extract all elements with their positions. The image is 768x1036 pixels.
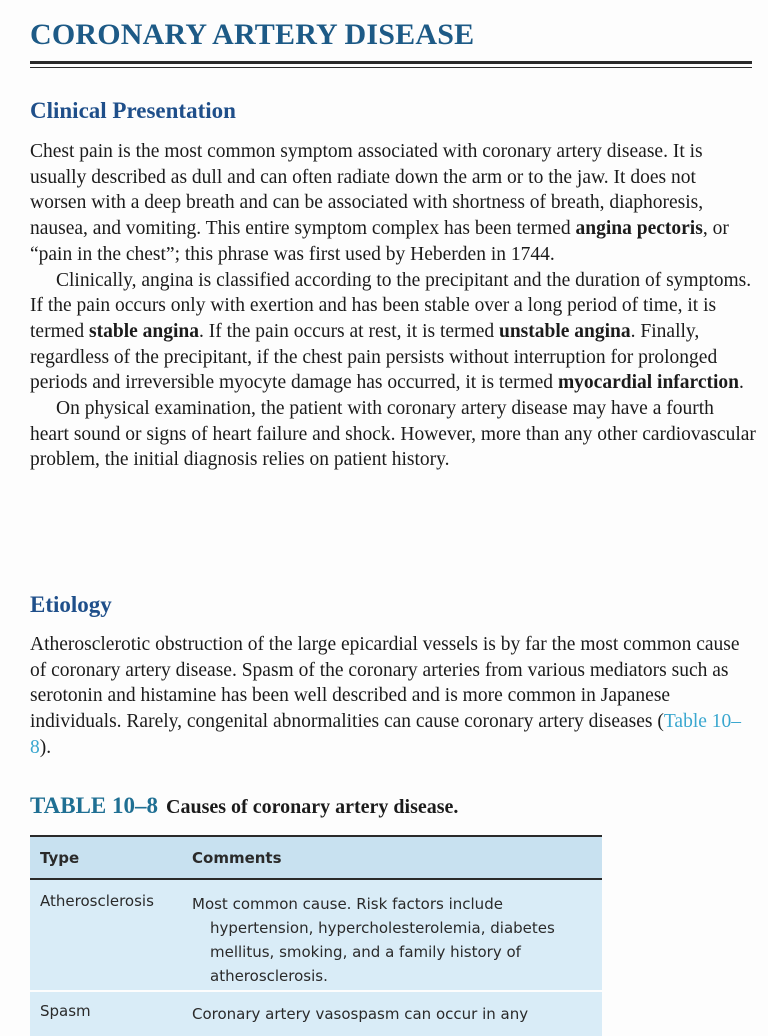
cell-comments: Coronary artery vasospasm can occur in any bbox=[192, 1005, 529, 1023]
term-myocardial-infarction: myocardial infarction bbox=[557, 372, 740, 394]
paragraph bbox=[30, 632, 756, 761]
term-stable-angina: stable angina bbox=[89, 320, 199, 342]
table-reference-link[interactable]: Table 10–8 bbox=[30, 711, 742, 758]
table-row bbox=[30, 992, 602, 1036]
section-heading-clinical-presentation: Clinical Presentation bbox=[30, 98, 236, 123]
text-run: Clinically, angina is classified according to the precipitant and the duration of symptoms. If the pain occurs only with exertion and has been stable over a long period of time, it is termed bbox=[30, 269, 752, 342]
paragraph: On physical examination, the patient with coronary artery disease may have a fourth heart sound or signs of heart failure and shock. However, more than any other cardiovascular problem, the initial diagnosis relies on patient history. bbox=[30, 398, 756, 471]
paragraph bbox=[30, 139, 756, 268]
text-run: Atherosclerotic obstruction of the large epicardial vessels is by far the most common cause of coronary artery disease. Spasm of the coronary arteries from various mediators such as serotonin and histamine has been well described and is more common in Japanese individuals. Rarely, congenital abnormalities can cause coronary artery diseases ( bbox=[30, 634, 740, 733]
title-rule-thin bbox=[30, 67, 752, 68]
table-number: TABLE 10–8 bbox=[30, 793, 159, 818]
table-header-row bbox=[30, 837, 602, 878]
causes-table bbox=[30, 835, 602, 1036]
term-unstable-angina: unstable angina bbox=[498, 320, 631, 342]
etiology-body bbox=[30, 632, 756, 761]
text-run: , or “pain in the chest”; this phrase was first used by Heberden in 1744. bbox=[30, 218, 729, 265]
text-run: ). bbox=[39, 736, 52, 758]
chapter-title: CORONARY ARTERY DISEASE bbox=[30, 18, 475, 51]
term-angina-pectoris: angina pectoris bbox=[575, 218, 703, 240]
table-caption bbox=[30, 793, 458, 819]
table-row bbox=[30, 880, 602, 990]
column-header-comments: Comments bbox=[192, 849, 282, 867]
text-run: . bbox=[739, 372, 744, 394]
table-caption-text: Causes of coronary artery disease. bbox=[166, 796, 459, 818]
cell-type: Atherosclerosis bbox=[40, 892, 154, 910]
clinical-presentation-body bbox=[30, 139, 756, 473]
text-run: . Finally, regardless of the precipitant, if the chest pain persists without interruption for prolonged periods and irreversible myocyte damage has occurred, it is termed bbox=[30, 320, 718, 394]
title-rule bbox=[30, 61, 752, 64]
column-header-type: Type bbox=[40, 849, 80, 867]
cell-type: Spasm bbox=[40, 1002, 91, 1020]
text-run: Chest pain is the most common symptom associated with coronary artery disease. It is usually described as dull and can often radiate down the arm or to the jaw. It does not worsen with a deep breath and can be associated with shortness of breath, diaphoresis, nausea, and vomiting. This entire symptom complex has been termed bbox=[30, 141, 704, 240]
text-run: . If the pain occurs at rest, it is termed bbox=[199, 320, 499, 342]
cell-comments: Most common cause. Risk factors include hypertension, hypercholesterolemia, diabetes mellitus, smoking, and a family history of atherosclerosis. bbox=[192, 895, 555, 985]
section-heading-etiology: Etiology bbox=[30, 592, 112, 617]
paragraph bbox=[30, 268, 756, 397]
